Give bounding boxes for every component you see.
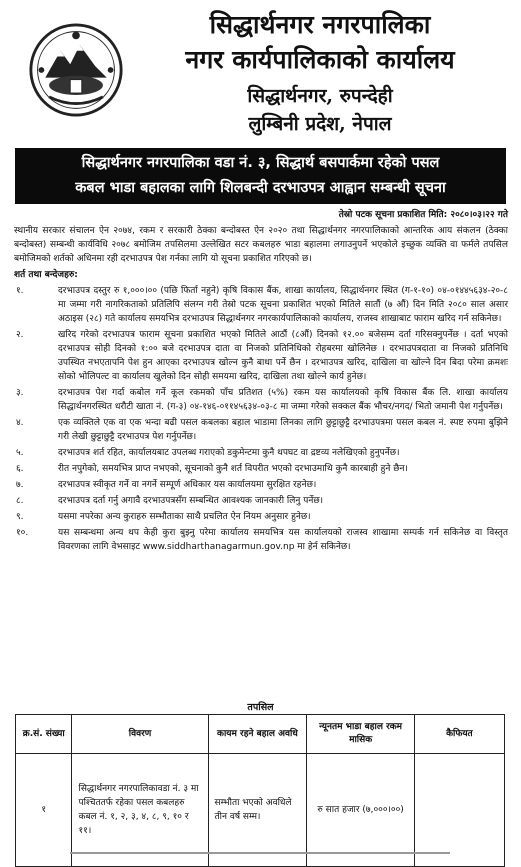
condition-text: दरभाउपत्र दस्तुर रु १,०००।०० (पछि फिर्ता नहुने) कृषि विकास बैंक, शाखा कार्यालय, सिद्धार्थनगर स्थित (ग-१-१०) ०४-०१४४५६३४-२०-८ मा जम्मा गरी नागरिकताको प्रतिलिपि संलग्न गरी तेस्रो पटक सूचना प्रकाशित भएको मितिले सातौं (७ औं) दिन मिति २०८० साल असार अठाइस (२८) गते कार्यालय समयभित्र दरभाउपत्र सिद्धार्थनगर नगरकार्यपालिकाको कार्यालय, राजस्व शाखाबाट फाराम खरिद गर्न सकिनेछ।	[58, 286, 508, 324]
office-name: नगर कार्यपालिकाको कार्यालय	[185, 45, 455, 74]
cell-duration: सम्भौता भएको अवधिले तीन वर्ष सम्म।	[208, 754, 307, 867]
condition-item	[14, 284, 508, 326]
cell-sn: १	[16, 754, 72, 867]
publish-date: तेस्रो पटक सूचना प्रकाशित मिति: २०८०।०३।२२ गते	[338, 210, 508, 220]
cell-details: सिद्धार्थनगर नगरपालिकावडा नं. ३ मा पश्चिततर्फ रहेका पसल कबलहरु कबल नं. १, २, ३, ४, ८, ९, १० र ११।	[72, 754, 208, 867]
condition-number: ५.	[16, 448, 24, 458]
condition-item	[14, 416, 508, 444]
condition-number: १०.	[16, 528, 29, 538]
notice-body	[14, 208, 508, 554]
municipality-name: सिद्धार्थनगर नगरपालिका	[209, 10, 431, 39]
condition-item	[14, 462, 508, 476]
cell-remarks	[414, 754, 504, 867]
schedule-title: तपसिल	[247, 702, 274, 713]
conditions-heading: शर्त तथा बन्देजहरु:	[14, 270, 78, 280]
condition-number: ४.	[16, 418, 24, 428]
notice-title-line-1: सिद्धार्थनगर नगरपालिका वडा नं. ३, सिद्धार्थ बसपार्कमा रहेको पसल	[81, 155, 440, 171]
condition-item	[14, 446, 508, 460]
condition-number: ९.	[16, 512, 24, 522]
condition-item	[14, 328, 508, 384]
office-province: लुम्बिनी प्रदेश, नेपाल	[248, 113, 392, 135]
condition-text: यसमा नपरेका अन्य कुराहरु सम्भौताका साथै प्रचलित ऐन नियम अनुसार हुनेछ।	[58, 512, 311, 522]
condition-text: दरभाउपत्र पेश गर्दा कबोल गर्ने कूल रकमको पाँच प्रतिशत (५%) रकम यस कार्यालयको कृषि विकास बैंक लि. शाखा कार्यालय सिद्धार्थनगरस्थित धरौटी खाता नं. (ग-३) ०४-१४६-०११४५६३४-०३-८ मा जम्मा गरेको सक्कल बैंक भौचर/नगद/ भितो जमानी पेश गर्नुपर्नेछ।	[58, 388, 508, 412]
condition-text: दरभाउपत्र शर्त रहित, कार्यालयबाट उपलब्ध गराएको डकुमेन्टमा कुनै थपघट वा द्रष्टव्य नलेखिएको हुनुपर्नेछ।	[58, 448, 400, 458]
office-address: सिद्धार्थनगर, रुपन्देही	[247, 85, 393, 107]
office-title-block	[120, 8, 520, 138]
notice-title-banner	[15, 148, 506, 204]
condition-number: १.	[16, 286, 24, 296]
header-remarks: कैफियत	[414, 715, 504, 754]
condition-number: ८.	[16, 496, 24, 506]
header-details: विवरण	[72, 715, 208, 754]
schedule-table	[15, 714, 505, 867]
condition-number: ६.	[16, 464, 24, 474]
condition-number: ३.	[16, 388, 24, 398]
nepal-emblem-icon	[28, 22, 124, 118]
condition-text: दरभाउपत्र दर्ता गर्नु अगावै दरभाउपत्रसँग सम्बन्धित आवश्यक जानकारी लिनु पर्नेछ।	[58, 496, 324, 506]
condition-item	[14, 478, 508, 492]
cell-min-rent: रु सात हजार (७,०००।००)	[307, 754, 414, 867]
bottom-divider	[70, 852, 450, 854]
condition-item	[14, 526, 508, 554]
condition-item	[14, 510, 508, 524]
table-row	[16, 754, 505, 867]
condition-item	[14, 494, 508, 508]
condition-text: रीत नपुगेको, समयभित्र प्राप्त नभएको, सूचनाको कुनै शर्त विपरीत भएको दरभाउमाथि कुनै कारबाही हुने छैन।	[58, 464, 408, 474]
condition-number: ७.	[16, 480, 24, 490]
header-min-rent: न्यूनतम भाडा बहाल रकम मासिक	[307, 715, 414, 754]
condition-text: खरिद गरेको दरभाउपत्र फाराम सूचना प्रकाशित भएको मितिले आठौं (८औं) दिनको १२.०० बजेसम्म दर्ता गरिसक्नुपर्नेछ । दर्ता भएको दरभाउपत्र सोही दिनको १:०० बजे दरभाउपत्र दाता वा निजको प्रतिनिधिको रोहबरमा खोलिनेछ । दरभाउपत्रदाता वा निजको प्रतिनिधि उपस्थित नभएतापनि पेश हुन आएका दरभाउपत्र खोल्न कुनै बाधा पर्ने छैन । दरभाउपत्र खरिद, दाखिला वा खोल्ने दिन बिदा परेमा क्रमशः सोको भोलिपल्ट वा कार्यालय खुलेको दिन सोही समयमा खरिद, दाखिला तथा खोल्ने कार्य हुनेछ।	[58, 330, 508, 382]
condition-number: २.	[16, 330, 24, 340]
header-duration: कायम रहने बहाल अवधि	[208, 715, 307, 754]
condition-item	[14, 386, 508, 414]
header-sn: क्र.सं. संख्या	[16, 715, 72, 754]
table-header-row	[16, 715, 505, 754]
condition-text: यस सम्बन्धमा अन्य थप केही कुरा बुझ्नु परेमा कार्यालय समयभित्र यस कार्यालयको राजस्व शाखामा सम्पर्क गर्न सकिनेछ वा विस्तृत विवरणका लागि वेभसाइट www.siddharthanagarmun.gov.np मा हेर्न सकिनेछ।	[58, 528, 508, 552]
letterhead	[0, 0, 521, 145]
intro-paragraph: स्थानीय सरकार संचालन ऐन २०७४, रकम र सरकारी ठेक्का बन्दोबस्त ऐन २०२० तथा सिद्धार्थनगर नगरपालिकाको आन्तरिक आय संकलन (ठेक्का बन्दोबस्त) सम्बन्धी कार्यविधि २०७८ बमोजिम तपसिलमा उल्लेखित सटर कबलहरु भाडा बहालमा लगाउनुपर्ने भएकोले इच्छुक व्यक्ति वा फर्मले तपसिल बमोजिमको शर्तको अधिनमा रही दरभाउपत्र पेश गर्नका लागि यो सूचना प्रकाशित गरिएको छ।	[14, 226, 508, 264]
condition-text: एक व्यक्तिले एक वा एक भन्दा बढी पसल कबलका बहाल भाडामा लिनका लागि छुट्टाछुट्टै दरभाउपत्रमा पसल कबल नं. स्पष्ट रुपमा बुझिने गरी लेखी छुट्टाछुट्टै दरभाउपत्र पेश गर्नुपर्नेछ।	[58, 418, 508, 442]
condition-text: दरभाउपत्र स्वीकृत गर्ने वा नगर्ने सम्पूर्ण अधिकार यस कार्यालयमा सुरक्षित रहनेछ।	[58, 480, 317, 490]
notice-title-line-2: कबल भाडा बहालका लागि शिलबन्दी दरभाउपत्र आह्वान सम्बन्धी सूचना	[75, 180, 446, 196]
